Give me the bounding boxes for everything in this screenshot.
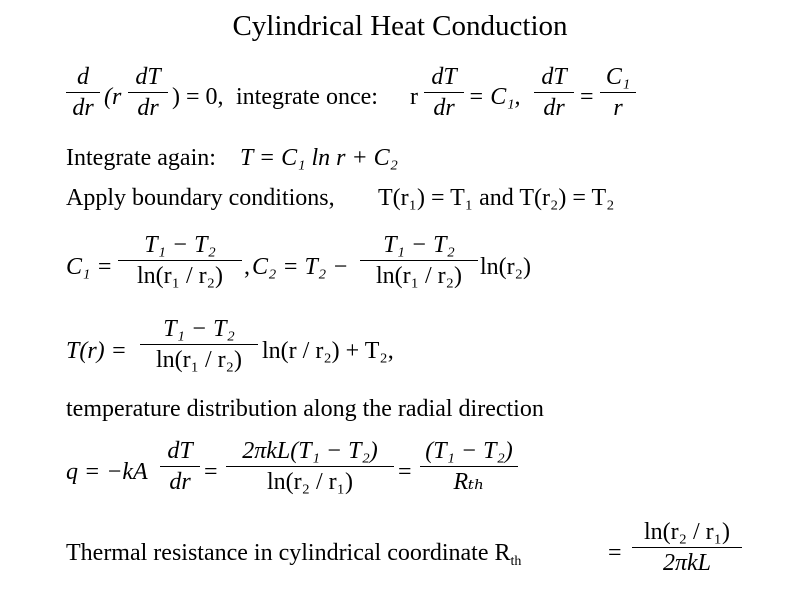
fraction-dT-dr-3: dT dr xyxy=(534,64,574,121)
fraction-dT-dr-1: dT dr xyxy=(128,64,168,121)
thermal-resistance-text: Thermal resistance in cylindrical coordinate $R_{th}$ xyxy=(66,540,522,569)
fraction-d-dr: d dr xyxy=(66,64,100,121)
integrate-once-text: integrate once: xyxy=(236,84,378,110)
fraction-2pikL: 2πkL(T₁ − T₂) ln(r₂ / r₁) xyxy=(226,438,394,495)
equals-sign: = xyxy=(580,84,594,110)
temperature-distribution-text: temperature distribution along the radial direction xyxy=(66,396,544,422)
fraction-temperature: T₁ − T₂ ln(r₁ / r₂) xyxy=(140,316,258,373)
equals-rth: = xyxy=(608,540,622,566)
c2-label: C₂ = T₂ − xyxy=(252,254,349,280)
equals-2: = xyxy=(398,459,412,485)
ln-r2: ln(r₂) xyxy=(480,254,532,280)
boundary-text: Apply boundary conditions, xyxy=(66,185,335,211)
temperature-tail: ln(r / r₂) + T₂, xyxy=(262,338,394,364)
q-lhs: q = −kA xyxy=(66,459,148,485)
open-paren-r: (r xyxy=(104,84,122,110)
fraction-dT-dr-2: dT dr xyxy=(424,64,464,121)
c1-label: C₁ = xyxy=(66,254,113,280)
close-eq-zero: ) = 0, xyxy=(172,84,224,110)
fraction-c1-r: C₁ r xyxy=(600,64,636,121)
equals-c1: = C₁, xyxy=(468,84,521,110)
equals-1: = xyxy=(204,459,218,485)
integrate-again-expr: T = C₁ ln r + C₂ xyxy=(240,145,399,171)
fraction-over-Rth: (T₁ − T₂) Rₜₕ xyxy=(420,438,518,495)
comma: , xyxy=(244,254,250,280)
T-of-r-label: T(r) = xyxy=(66,338,127,364)
fraction-c2-value: T₁ − T₂ ln(r₁ / r₂) xyxy=(360,232,478,289)
integrate-again-text: Integrate again: xyxy=(66,145,216,171)
boundary-expr: T(r₁) = T₁ and T(r₂) = T₂ xyxy=(378,185,615,211)
fraction-c1-value: T₁ − T₂ ln(r₁ / r₂) xyxy=(118,232,242,289)
fraction-dT-dr-q: dT dr xyxy=(160,438,200,495)
fraction-rth: ln(r₂ / r₁) 2πkL xyxy=(632,519,742,576)
slide-title: Cylindrical Heat Conduction xyxy=(232,10,568,42)
r-symbol: r xyxy=(410,84,418,110)
